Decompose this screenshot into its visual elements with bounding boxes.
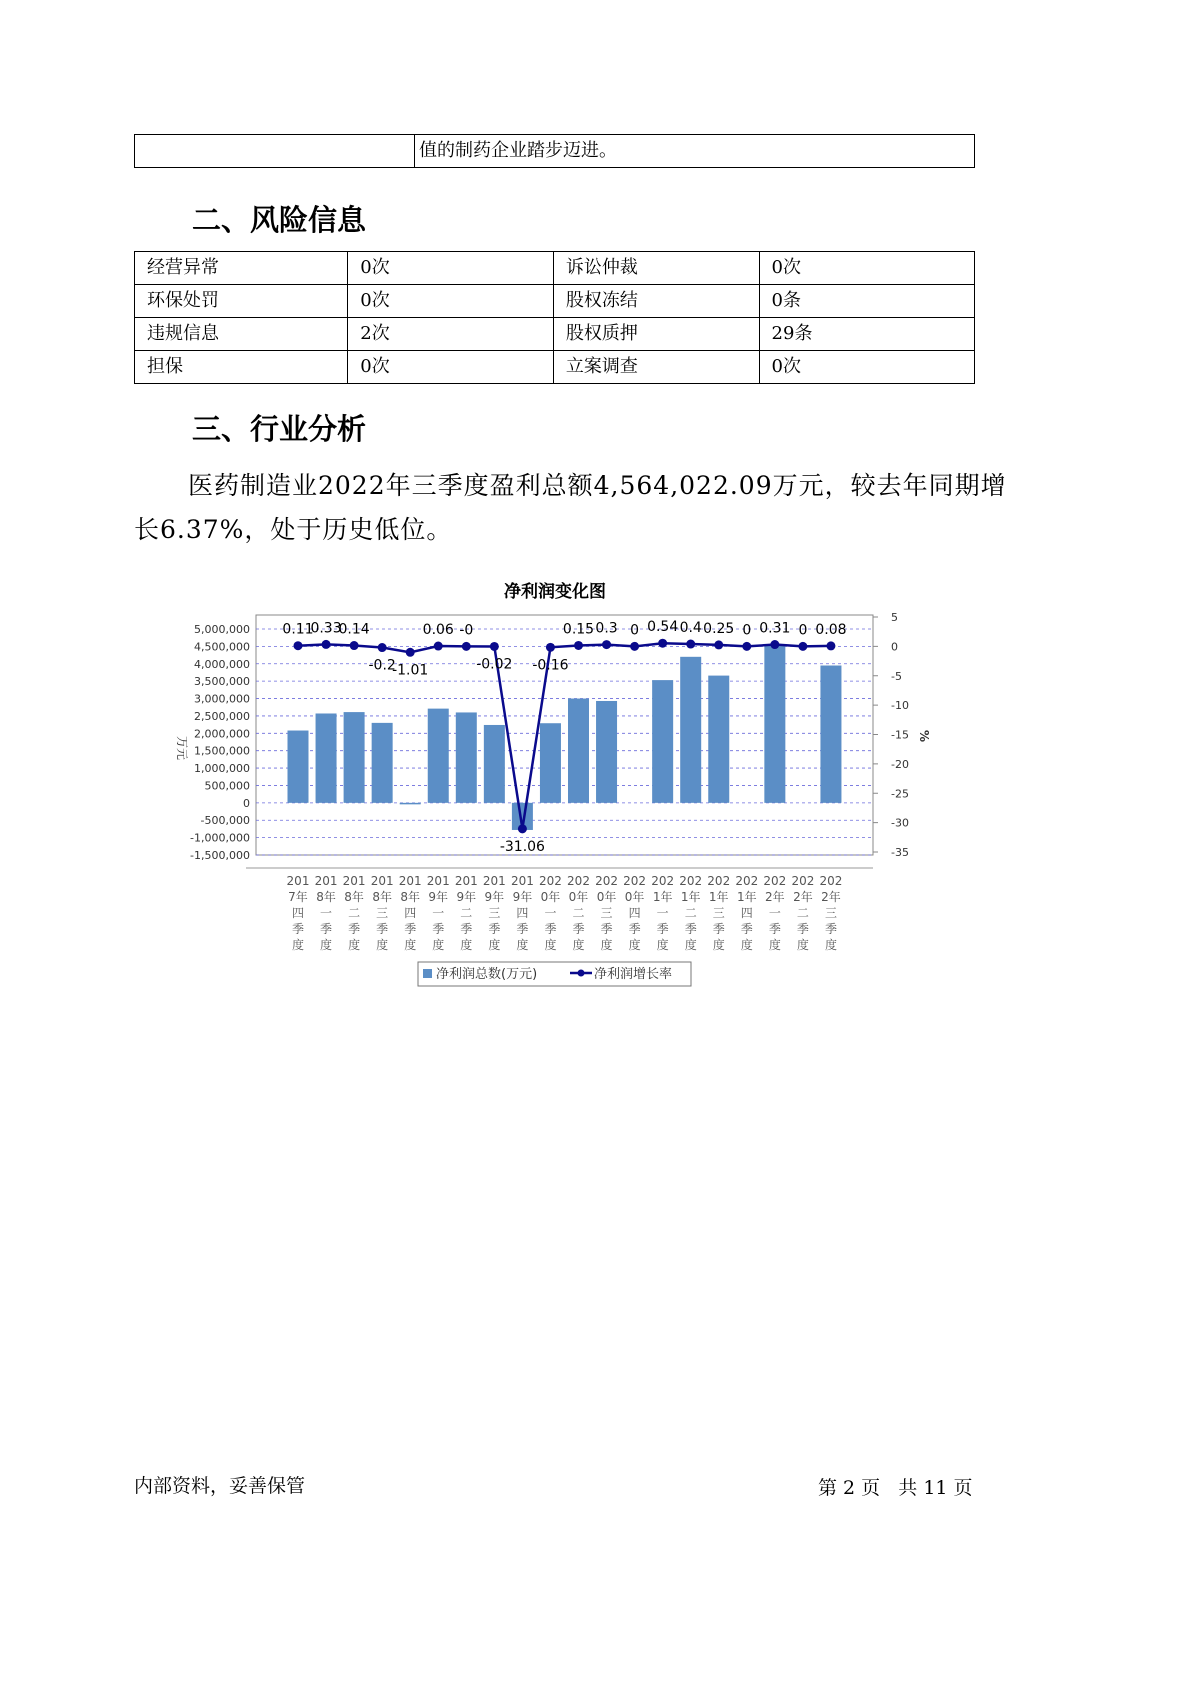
growth-data-label: 0.54: [647, 619, 679, 636]
x-tick-label: 201: [426, 874, 450, 888]
bar: [288, 731, 309, 803]
bar: [344, 712, 365, 803]
x-tick-label: 度: [488, 938, 501, 952]
x-tick-label: 季: [544, 922, 557, 936]
risk-value: 0次: [348, 252, 554, 285]
x-tick-label: 二: [348, 906, 361, 920]
x-tick-label: 三: [712, 906, 725, 920]
bar: [484, 725, 505, 803]
x-tick-label: 201: [286, 874, 310, 888]
x-tick-label: 二: [460, 906, 473, 920]
risk-label: 股权冻结: [553, 285, 759, 318]
bar: [428, 709, 449, 803]
x-tick-label: 202: [819, 874, 843, 888]
x-tick-label: 2年: [821, 890, 841, 904]
x-tick-label: 季: [376, 922, 389, 936]
y-tick-label: 2,000,000: [194, 727, 250, 741]
y-tick-label: 2,500,000: [194, 709, 250, 723]
growth-point: [630, 642, 639, 651]
x-tick-label: 度: [544, 938, 557, 952]
x-tick-label: 1年: [652, 890, 673, 904]
x-tick-label: 三: [488, 906, 501, 920]
risk-label: 诉讼仲裁: [553, 252, 759, 285]
risk-row: [135, 252, 975, 285]
bar: [680, 657, 701, 803]
growth-point: [518, 824, 527, 833]
x-tick-label: 201: [314, 874, 338, 888]
net-profit-chart: [160, 600, 960, 1000]
x-tick-label: 201: [482, 874, 506, 888]
bar: [708, 676, 729, 803]
x-tick-label: 202: [735, 874, 759, 888]
growth-point: [350, 641, 359, 650]
x-tick-label: 季: [572, 922, 585, 936]
x-tick-label: 0年: [624, 890, 645, 904]
x-tick-label: 201: [398, 874, 422, 888]
risk-row: [135, 351, 975, 384]
x-tick-label: 季: [404, 922, 417, 936]
legend-line-marker: [578, 970, 585, 977]
growth-point: [574, 641, 583, 650]
x-tick-label: 度: [628, 938, 641, 952]
x-tick-label: 季: [320, 922, 333, 936]
risk-value: 29条: [759, 318, 974, 351]
growth-data-label: 0.14: [338, 621, 370, 638]
growth-data-label: 0.33: [310, 620, 342, 637]
section-heading-risk: 二、风险信息: [192, 203, 367, 237]
risk-label: 经营异常: [135, 252, 348, 285]
x-tick-label: 度: [516, 938, 529, 952]
y2-tick-label: 0: [891, 640, 898, 654]
y-tick-label: 5,000,000: [194, 623, 250, 636]
growth-data-label: 0.06: [422, 622, 454, 639]
x-tick-label: 季: [348, 922, 361, 936]
y-tick-label: 4,000,000: [194, 657, 250, 671]
x-tick-label: 8年: [344, 890, 364, 904]
x-tick-label: 202: [763, 874, 787, 888]
growth-data-label: 0.15: [562, 621, 595, 638]
y-tick-label: -1,500,000: [190, 849, 250, 862]
x-tick-label: 季: [796, 922, 809, 936]
bar: [540, 723, 561, 803]
x-tick-label: 度: [656, 938, 669, 952]
x-tick-label: 度: [712, 938, 725, 952]
bar: [316, 713, 337, 802]
top-table-right-cell: 值的制药企业踏步迈进。: [415, 135, 975, 168]
x-tick-label: 9年: [456, 890, 477, 904]
growth-point: [406, 648, 415, 657]
x-tick-label: 202: [791, 874, 815, 888]
growth-point: [294, 641, 303, 650]
risk-value: 2次: [348, 318, 554, 351]
x-tick-label: 季: [600, 922, 613, 936]
y-axis-label: 万元: [175, 736, 189, 761]
bar: [456, 712, 477, 802]
risk-label: 环保处罚: [135, 285, 348, 318]
growth-data-label: 0: [798, 622, 808, 639]
x-tick-label: 202: [707, 874, 731, 888]
x-tick-label: 201: [370, 874, 394, 888]
x-tick-label: 度: [768, 938, 781, 952]
x-tick-label: 三: [600, 906, 613, 920]
x-tick-label: 0年: [568, 890, 589, 904]
growth-data-label: -31.06: [499, 838, 545, 855]
growth-point: [714, 640, 723, 649]
x-tick-label: 201: [510, 874, 534, 888]
x-tick-label: 四: [628, 906, 641, 920]
section-heading-industry: 三、行业分析: [192, 412, 367, 446]
x-tick-label: 季: [460, 922, 473, 936]
x-tick-label: 1年: [708, 890, 729, 904]
growth-data-label: 0.25: [703, 620, 735, 637]
x-tick-label: 度: [572, 938, 585, 952]
bar: [820, 666, 841, 803]
growth-data-label: -0.02: [476, 656, 513, 673]
y-tick-label: 1,000,000: [194, 762, 250, 776]
y-tick-label: 3,500,000: [194, 675, 250, 689]
bar: [372, 723, 393, 803]
legend-line-label: 净利润增长率: [594, 967, 673, 982]
x-tick-label: 度: [796, 938, 809, 952]
growth-point: [658, 639, 667, 648]
x-tick-label: 二: [796, 906, 809, 920]
x-tick-label: 7年: [288, 890, 308, 904]
risk-value: 0次: [348, 285, 554, 318]
risk-value: 0条: [759, 285, 974, 318]
x-tick-label: 三: [376, 906, 389, 920]
y2-tick-label: -35: [891, 846, 909, 859]
x-tick-label: 度: [684, 938, 697, 952]
risk-label: 立案调查: [553, 351, 759, 384]
x-tick-label: 季: [628, 922, 641, 936]
risk-value: 0次: [759, 351, 974, 384]
y2-tick-label: -30: [891, 816, 909, 830]
x-tick-label: 一: [320, 906, 333, 920]
x-tick-label: 季: [740, 922, 753, 936]
x-tick-label: 0年: [540, 890, 561, 904]
x-tick-label: 季: [488, 922, 501, 936]
x-tick-label: 度: [824, 938, 837, 952]
legend-bar-swatch: [423, 969, 432, 978]
x-tick-label: 度: [460, 938, 473, 952]
x-tick-label: 四: [740, 906, 753, 920]
growth-point: [742, 642, 751, 651]
risk-table: [134, 251, 975, 384]
x-tick-label: 一: [544, 906, 557, 920]
y2-tick-label: -20: [891, 757, 909, 771]
x-tick-label: 季: [516, 922, 529, 936]
x-tick-label: 度: [348, 938, 361, 952]
chart-title: 净利润变化图: [504, 582, 606, 602]
y-tick-label: 0: [243, 796, 250, 810]
x-tick-label: 季: [432, 922, 445, 936]
x-tick-label: 8年: [372, 890, 392, 904]
x-tick-label: 202: [651, 874, 675, 888]
y-tick-label: 4,500,000: [194, 640, 250, 654]
x-tick-label: 2年: [765, 890, 785, 904]
y-tick-label: 500,000: [204, 779, 250, 793]
growth-data-label: 0.11: [282, 621, 314, 638]
x-tick-label: 四: [291, 906, 305, 920]
x-tick-label: 二: [684, 906, 697, 920]
y2-tick-label: -10: [891, 699, 909, 713]
industry-paragraph: [134, 464, 1007, 552]
risk-label: 担保: [135, 351, 348, 384]
x-tick-label: 202: [595, 874, 619, 888]
x-tick-label: 度: [740, 938, 753, 952]
x-tick-label: 季: [712, 922, 725, 936]
x-tick-label: 1年: [736, 890, 757, 904]
x-tick-label: 季: [656, 922, 669, 936]
x-tick-label: 三: [824, 906, 837, 920]
x-tick-label: 0年: [596, 890, 617, 904]
growth-data-label: -0: [459, 622, 474, 639]
x-tick-label: 202: [679, 874, 703, 888]
x-tick-label: 度: [376, 938, 389, 952]
x-tick-label: 季: [768, 922, 781, 936]
x-tick-label: 201: [454, 874, 478, 888]
growth-point: [686, 640, 695, 649]
x-tick-label: 二: [572, 906, 585, 920]
growth-point: [826, 641, 835, 650]
bar: [764, 644, 785, 803]
y2-tick-label: 5: [891, 611, 898, 624]
growth-point: [770, 640, 779, 649]
x-tick-label: 202: [623, 874, 647, 888]
y2-axis-label: %: [917, 730, 931, 743]
footer-note: 内部资料，妥善保管: [134, 1475, 306, 1497]
growth-point: [490, 642, 499, 651]
x-tick-label: 季: [291, 922, 305, 936]
y2-tick-label: -5: [891, 669, 902, 683]
x-tick-label: 9年: [484, 890, 505, 904]
risk-value: 0次: [759, 252, 974, 285]
paragraph-line-1: 医药制造业2022年三季度盈利总额4,564,022.09万元，较去年同期增: [188, 471, 1007, 500]
x-tick-label: 9年: [512, 890, 533, 904]
top-table: [134, 134, 975, 168]
page-number: 第 2 页 共 11 页: [818, 1477, 973, 1499]
x-tick-label: 度: [291, 938, 305, 952]
x-tick-label: 度: [432, 938, 445, 952]
growth-data-label: 0.4: [679, 620, 702, 637]
x-tick-label: 度: [404, 938, 417, 952]
growth-point: [602, 640, 611, 649]
y-tick-label: 3,000,000: [194, 692, 250, 706]
growth-point: [462, 642, 471, 651]
growth-point: [434, 642, 443, 651]
x-tick-label: 四: [404, 906, 417, 920]
x-tick-label: 一: [656, 906, 669, 920]
x-tick-label: 8年: [400, 890, 421, 904]
bar: [568, 699, 589, 803]
x-tick-label: 2年: [793, 890, 813, 904]
growth-data-label: 0.3: [595, 620, 618, 637]
legend-bar-label: 净利润总数(万元): [436, 967, 538, 982]
x-tick-label: 202: [567, 874, 590, 888]
x-tick-label: 季: [824, 922, 837, 936]
paragraph-line-2: 长6.37%，处于历史低位。: [134, 515, 453, 544]
growth-point: [322, 640, 331, 649]
growth-data-label: -1.01: [392, 662, 429, 679]
risk-label: 股权质押: [553, 318, 759, 351]
y2-tick-label: -15: [891, 728, 909, 742]
growth-point: [546, 643, 555, 652]
growth-point: [798, 642, 807, 651]
risk-label: 违规信息: [135, 318, 348, 351]
y2-tick-label: -25: [891, 787, 909, 801]
x-tick-label: 度: [600, 938, 613, 952]
growth-data-label: 0.08: [815, 621, 847, 638]
y-tick-label: 1,500,000: [194, 744, 250, 758]
x-tick-label: 202: [538, 874, 562, 888]
x-tick-label: 一: [768, 906, 781, 920]
y-tick-label: -1,000,000: [190, 831, 250, 845]
bar: [596, 701, 617, 803]
top-table-left-cell: [135, 135, 415, 168]
growth-data-label: 0: [742, 622, 752, 639]
bar: [400, 803, 421, 805]
x-tick-label: 季: [684, 922, 697, 936]
growth-data-label: 0: [630, 622, 640, 639]
risk-row: [135, 285, 975, 318]
risk-value: 0次: [348, 351, 554, 384]
risk-row: [135, 318, 975, 351]
y-tick-label: -500,000: [200, 814, 250, 828]
x-tick-label: 8年: [316, 890, 336, 904]
bar: [652, 680, 673, 803]
x-tick-label: 一: [432, 906, 445, 920]
growth-point: [378, 643, 387, 652]
growth-data-label: -0.2: [368, 657, 396, 674]
growth-data-label: 0.31: [759, 620, 791, 637]
x-tick-label: 201: [342, 874, 366, 888]
x-tick-label: 度: [320, 938, 333, 952]
x-tick-label: 9年: [428, 890, 449, 904]
growth-data-label: -0.16: [532, 657, 569, 674]
x-tick-label: 1年: [680, 890, 701, 904]
x-tick-label: 四: [516, 906, 529, 920]
